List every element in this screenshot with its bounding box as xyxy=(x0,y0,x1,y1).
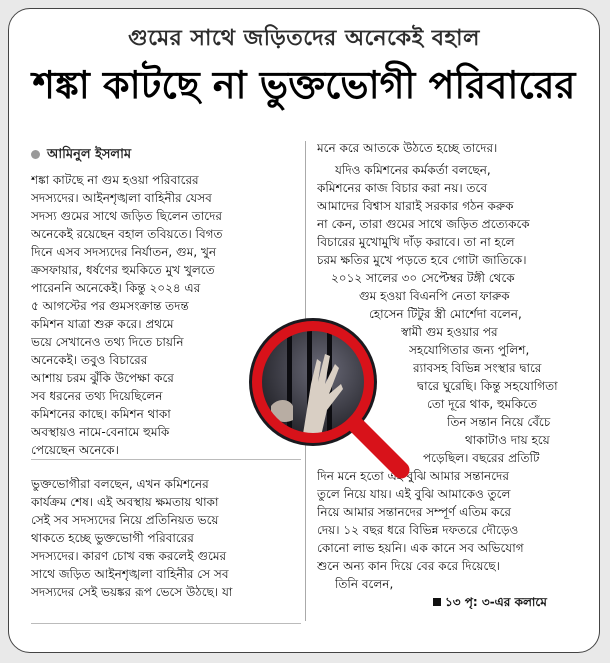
text-line: সব ধরনের তথ্য দিয়েছিলেন xyxy=(31,389,163,403)
magnifier-photo xyxy=(245,314,413,482)
text-line: নিয়ে আমার সন্তানদের সম্পূর্ণ এতিম করে xyxy=(317,505,512,519)
text-line: বিচারের মুখোমুখি দাঁড় করাবে। তা না হলে xyxy=(317,235,515,249)
text-line: স্বামী গুম হওয়ার পর xyxy=(401,325,498,339)
text-line: ভুক্তভোগীরা বলছেন, এখন কমিশনের xyxy=(31,477,209,491)
bullet-icon xyxy=(31,150,40,159)
text-line: দেয়। ১২ বছর ধরে বিভিন্ন দফতরে দৌড়েও xyxy=(317,523,519,537)
text-line: সেই সব সদস্যদের নিয়ে প্রতিনিয়ত ভয়ে xyxy=(31,513,219,527)
text-line: শুনে অন্য কান দিয়ে বের করে দিয়েছে। xyxy=(317,559,500,573)
text-line: তো দূরে থাক, হুমকিতে xyxy=(427,397,537,411)
text-line: কমিশনের কাছে। কমিশন থাকা xyxy=(31,407,171,421)
section-divider xyxy=(31,459,301,460)
text-line: পেয়েছেন অনেকে। xyxy=(31,443,119,457)
main-headline: শঙ্কা কাটছে না ভুক্তভোগী পরিবারের xyxy=(32,63,576,107)
text-line: তিনি বলেন, xyxy=(335,577,394,591)
text-line: কমিশন যাত্রা শুরু করে। প্রথমে xyxy=(31,317,174,331)
text-line: মনে করে আতকে উঠতে হচ্ছে তাদের। xyxy=(317,141,498,155)
text-line: আমাদের বিশ্বাস যারাই সরকার গঠন করুক xyxy=(317,199,514,213)
text-line: গুম হওয়া বিএনপি নেতা ফারুক xyxy=(359,289,510,303)
text-line: হোসেন টিটুর স্ত্রী মোর্শেদা বলেন, xyxy=(369,307,522,321)
text-line: পড়েছিল। বছরের প্রতিটি xyxy=(423,451,540,465)
text-line: না কেন, তারা গুমের সাথে জড়িত প্রত্যেককে xyxy=(317,217,530,231)
text-line: শঙ্কা কাটছে না গুম হওয়া পরিবারের xyxy=(31,173,199,187)
text-line: কমিশনের কাজ বিচার করা নয়। তবে xyxy=(317,181,488,195)
text-line: তুলে নিয়ে যায়। এই বুঝি আমাকেও তুলে xyxy=(317,487,511,501)
text-line: কোনো লাভ হয়নি। এক কানে সব অভিযোগ xyxy=(317,541,524,555)
text-line: ৫ আগস্টের পর গুমসংক্রান্ত তদন্ত xyxy=(31,299,189,313)
text-line: পারেননি অনেকেই। কিন্তু ২০২৪ এর xyxy=(31,281,201,295)
text-line: ২০১২ সালের ৩০ সেপ্টেম্বর টঙ্গী থেকে xyxy=(331,271,515,285)
text-line: সাথে জড়িত আইনশৃঙ্খলা বাহিনীর সে সব xyxy=(31,567,229,581)
text-line: র‍্যাবসহ বিভিন্ন সংস্থার দ্বারে xyxy=(413,361,542,375)
author-name: আমিনুল ইসলাম xyxy=(47,147,132,162)
text-line: সদস্যদের সেই ভয়ঙ্কর রূপ ভেসে উঠছে। যা xyxy=(31,585,233,599)
text-line: কার্যক্রম শেষ। এই অবস্থায় ক্ষমতায় থাকা xyxy=(31,495,219,509)
text-line: দিনে এসব সদস্যদের নির্যাতন, গুম, খুন xyxy=(31,245,217,259)
text-line: সদস্যদের। কারণ চোখ বন্ধ করলেই গুমের xyxy=(31,549,227,563)
text-line: সদস্যদের। আইনশৃঙ্খলা বাহিনীর যেসব xyxy=(31,191,212,205)
text-line: ভয়ে সেখানেও তথ্য দিতে চায়নি xyxy=(31,335,184,349)
text-line: অনেকেই রয়েছেন বহাল তবিয়তে। বিগত xyxy=(31,227,223,241)
text-line: সদস্য গুমের সাথে জড়িত ছিলেন তাদের xyxy=(31,209,223,223)
text-line: তিন সন্তান নিয়ে বেঁচে xyxy=(447,415,551,429)
byline xyxy=(31,145,131,166)
article-card xyxy=(8,8,600,653)
text-line: দ্বারে ঘুরেছি। কিন্তু সহযোগিতা xyxy=(417,379,558,393)
text-line: আশায় চরম ঝুঁকি উপেক্ষা করে xyxy=(31,371,174,385)
text-line: ১৩ পৃ: ৩-এর কলামে xyxy=(429,595,589,609)
text-line: যদিও কমিশনের কর্মকর্তা বলছেন, xyxy=(335,163,491,177)
text-line: অবস্থায়ও নামে-বেনামে হুমকি xyxy=(31,425,170,439)
text-line: অনেকেই। তবুও বিচারের xyxy=(31,353,148,367)
continuation-marker-icon xyxy=(433,598,441,606)
section-divider xyxy=(31,623,301,624)
text-line: থাকাটাও দায় হয়ে xyxy=(465,433,550,447)
text-line: সহযোগিতার জন্য পুলিশ, xyxy=(409,343,530,357)
text-line: চরম ক্ষতির মুখে পড়তে হবে গোটা জাতিকে। xyxy=(317,253,527,267)
text-line: দিন মনে হতো এই বুঝি আমার সন্তানদের xyxy=(317,469,509,483)
text-line: থাকতে হচ্ছে ভুক্তভোগী পরিবারের xyxy=(31,531,194,545)
kicker-headline: গুমের সাথে জড়িতদের অনেকেই বহাল xyxy=(128,26,480,51)
text-line: ক্রসফায়ার, ধর্ষণের হুমকিতে মুখ খুলতে xyxy=(31,263,215,277)
